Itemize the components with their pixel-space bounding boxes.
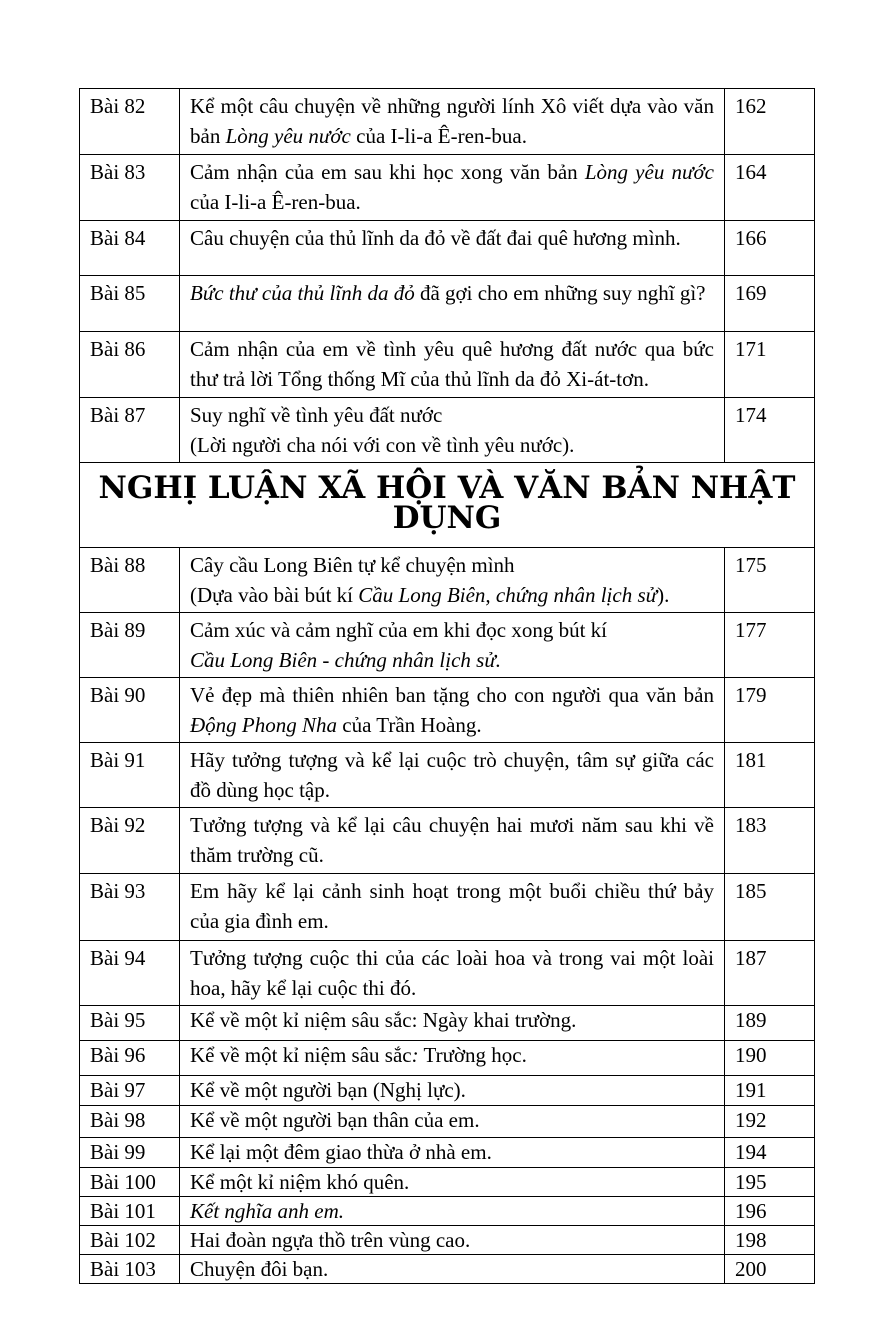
lesson-number: Bài 90 <box>80 678 180 743</box>
entry-text-segment: Trường học. <box>418 1043 527 1067</box>
italic-title-text: Cầu Long Biên - chứng nhân lịch sử. <box>190 648 502 672</box>
lesson-number: Bài 88 <box>80 548 180 613</box>
title-line <box>190 550 714 580</box>
entry-text-segment: Cảm nhận của em sau khi học xong văn bản <box>190 160 585 184</box>
lesson-number: Bài 92 <box>80 808 180 874</box>
toc-row <box>80 155 815 221</box>
lesson-title <box>180 941 725 1006</box>
entry-text-segment: (Lời người cha nói với con về tình yêu nước). <box>190 433 575 457</box>
title-line <box>190 430 714 460</box>
entry-text-segment: ). <box>657 583 670 607</box>
page-number: 187 <box>725 941 815 1006</box>
lesson-number: Bài 87 <box>80 398 180 463</box>
page-number: 194 <box>725 1138 815 1168</box>
lesson-title <box>180 678 725 743</box>
page-number: 162 <box>725 89 815 155</box>
lesson-number: Bài 95 <box>80 1006 180 1041</box>
lesson-title <box>180 1006 725 1041</box>
entry-text-segment: của I-li-a Ê-ren-bua. <box>190 190 361 214</box>
lesson-title <box>180 1197 725 1226</box>
lesson-title <box>180 548 725 613</box>
entry-text-segment: Kể về một kỉ niệm sâu sắc <box>190 1043 412 1067</box>
lesson-number: Bài 98 <box>80 1106 180 1138</box>
entry-text-segment: Cây cầu Long Biên tự kể chuyện mình <box>190 553 515 577</box>
page-number: 191 <box>725 1076 815 1106</box>
lesson-title <box>180 1168 725 1197</box>
toc-row <box>80 1106 815 1138</box>
title-line <box>190 615 714 645</box>
lesson-title <box>180 743 725 808</box>
entry-text-segment: Hai đoàn ngựa thồ trên vùng cao. <box>190 1228 471 1252</box>
italic-title-text: Động Phong Nha <box>190 713 337 737</box>
lesson-number: Bài 83 <box>80 155 180 221</box>
lesson-title <box>180 332 725 398</box>
lesson-title <box>180 1226 725 1255</box>
lesson-number: Bài 99 <box>80 1138 180 1168</box>
lesson-number: Bài 100 <box>80 1168 180 1197</box>
entry-text-segment: Kể lại một đêm giao thừa ở nhà em. <box>190 1140 492 1164</box>
toc-row <box>80 1041 815 1076</box>
italic-title-text: Lòng yêu nước <box>584 160 714 184</box>
toc-row <box>80 276 815 332</box>
lesson-number: Bài 103 <box>80 1255 180 1284</box>
toc-section <box>80 463 815 548</box>
toc-row <box>80 1076 815 1106</box>
title-line <box>190 645 714 675</box>
lesson-title <box>180 155 725 221</box>
lesson-number: Bài 93 <box>80 874 180 941</box>
toc-row <box>80 332 815 398</box>
lesson-number: Bài 96 <box>80 1041 180 1076</box>
entry-text-segment: Kể về một người bạn thân của em. <box>190 1108 480 1132</box>
toc-row <box>80 1197 815 1226</box>
lesson-number: Bài 89 <box>80 613 180 678</box>
lesson-number: Bài 85 <box>80 276 180 332</box>
toc-row <box>80 89 815 155</box>
page-number: 196 <box>725 1197 815 1226</box>
toc-row <box>80 613 815 678</box>
page-number: 181 <box>725 743 815 808</box>
page-number: 190 <box>725 1041 815 1076</box>
entry-text-segment: Cảm xúc và cảm nghĩ của em khi đọc xong bút kí <box>190 618 607 642</box>
page-number: 169 <box>725 276 815 332</box>
entry-text-segment: Kể một câu chuyện về những người lính Xô viết dựa vào văn bản <box>190 94 714 148</box>
entry-text-segment: của I-li-a Ê-ren-bua. <box>350 124 527 148</box>
toc-row <box>80 548 815 613</box>
page-number: 177 <box>725 613 815 678</box>
lesson-title <box>180 808 725 874</box>
page-number: 179 <box>725 678 815 743</box>
italic-title-text: Kết nghĩa anh em. <box>190 1199 344 1223</box>
entry-text-segment: Tưởng tượng cuộc thi của các loài hoa và trong vai một loài hoa, hãy kể lại cuộc thi đó. <box>190 946 714 1000</box>
lesson-title <box>180 613 725 678</box>
toc-row <box>80 1138 815 1168</box>
entry-text-segment: Kể về một người bạn (Nghị lực). <box>190 1078 466 1102</box>
title-line <box>190 400 714 430</box>
lesson-number: Bài 94 <box>80 941 180 1006</box>
section-title: NGHỊ LUẬN XÃ HỘI VÀ VĂN BẢN NHẬT DỤNG <box>80 463 815 548</box>
entry-text-segment: Tưởng tượng và kể lại câu chuyện hai mươi năm sau khi về thăm trường cũ. <box>190 813 714 867</box>
toc-top-group <box>80 89 815 463</box>
toc-row <box>80 941 815 1006</box>
italic-title-text: : <box>411 1043 419 1067</box>
page-number: 174 <box>725 398 815 463</box>
page-number: 200 <box>725 1255 815 1284</box>
entry-text-segment: Kể một kỉ niệm khó quên. <box>190 1170 410 1194</box>
italic-title-text: Lòng yêu nước <box>225 124 351 148</box>
toc-row <box>80 874 815 941</box>
entry-text-segment: Câu chuyện của thủ lĩnh da đỏ về đất đai quê hương mình. <box>190 226 681 250</box>
entry-text-segment: Cảm nhận của em về tình yêu quê hương đất nước qua bức thư trả lời Tổng thống Mĩ của thủ lĩnh da đỏ Xi-át-tơn. <box>190 337 714 391</box>
title-line <box>190 580 714 610</box>
lesson-number: Bài 82 <box>80 89 180 155</box>
page-number: 171 <box>725 332 815 398</box>
lesson-number: Bài 84 <box>80 221 180 276</box>
lesson-title <box>180 221 725 276</box>
entry-text-segment: (Dựa vào bài bút kí <box>190 583 359 607</box>
toc-row <box>80 808 815 874</box>
page-number: 189 <box>725 1006 815 1041</box>
toc-row <box>80 1255 815 1284</box>
entry-text-segment: Suy nghĩ về tình yêu đất nước <box>190 403 443 427</box>
page-number: 175 <box>725 548 815 613</box>
lesson-number: Bài 97 <box>80 1076 180 1106</box>
lesson-number: Bài 91 <box>80 743 180 808</box>
page-number: 195 <box>725 1168 815 1197</box>
entry-text-segment: của Trần Hoàng. <box>337 713 482 737</box>
lesson-title <box>180 1255 725 1284</box>
italic-title-text: Cầu Long Biên, chứng nhân lịch sử <box>358 583 658 607</box>
page-number: 183 <box>725 808 815 874</box>
lesson-title <box>180 1076 725 1106</box>
lesson-title <box>180 1138 725 1168</box>
page-number: 192 <box>725 1106 815 1138</box>
entry-text-segment: đã gợi cho em những suy nghĩ gì? <box>414 281 706 305</box>
lesson-title <box>180 398 725 463</box>
toc-row <box>80 398 815 463</box>
lesson-number: Bài 101 <box>80 1197 180 1226</box>
toc-row <box>80 1006 815 1041</box>
page-number: 185 <box>725 874 815 941</box>
toc-row <box>80 1226 815 1255</box>
entry-text-segment: Chuyện đôi bạn. <box>190 1257 329 1281</box>
lesson-number: Bài 86 <box>80 332 180 398</box>
page-number: 198 <box>725 1226 815 1255</box>
toc-row <box>80 678 815 743</box>
italic-title-text: Bức thư của thủ lĩnh da đỏ <box>190 281 415 305</box>
page-number: 164 <box>725 155 815 221</box>
entry-text-segment: Kể về một kỉ niệm sâu sắc: Ngày khai trường. <box>190 1008 577 1032</box>
lesson-title <box>180 276 725 332</box>
lesson-title <box>180 1106 725 1138</box>
lesson-title <box>180 1041 725 1076</box>
entry-text-segment: Vẻ đẹp mà thiên nhiên ban tặng cho con người qua văn bản <box>190 683 714 707</box>
lesson-number: Bài 102 <box>80 1226 180 1255</box>
toc-bottom-group <box>80 548 815 1284</box>
lesson-title <box>180 89 725 155</box>
lesson-title <box>180 874 725 941</box>
toc-row <box>80 1168 815 1197</box>
toc-row <box>80 743 815 808</box>
section-header-row <box>80 463 815 548</box>
entry-text-segment: Hãy tưởng tượng và kể lại cuộc trò chuyện, tâm sự giữa các đồ dùng học tập. <box>190 748 714 802</box>
entry-text-segment: Em hãy kể lại cảnh sinh hoạt trong một buổi chiều thứ bảy của gia đình em. <box>190 879 714 933</box>
page-number: 166 <box>725 221 815 276</box>
toc-row <box>80 221 815 276</box>
table-of-contents <box>79 88 815 1284</box>
